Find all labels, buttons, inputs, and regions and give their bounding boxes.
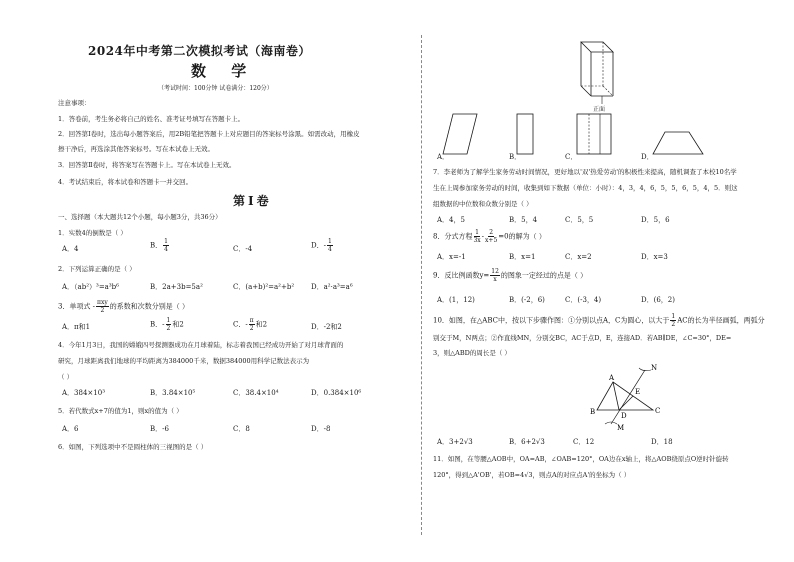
q8-option-b: B．x=1 <box>509 253 536 261</box>
q10-option-a: A．3+2√3 <box>437 438 473 446</box>
q4-option-a: A．384×10³ <box>62 389 105 397</box>
q5-option-a: A．6 <box>62 425 79 433</box>
note-4: 4．考试结束后，将本试卷和答题卡一并交回。 <box>58 178 193 186</box>
q5-option-c: C．8 <box>233 425 250 433</box>
q11-line-1: 11．如图，在等腰△AOB中，OA=AB，∠OAB=120°，OA边在x轴上，将△AOB绕原点O逆时针旋转 <box>433 455 729 463</box>
q3-option-a: A．π和1 <box>62 323 91 331</box>
q1-option-b: B． $\frac{1}{4}$ <box>150 238 168 253</box>
q9-option-b: B．(-2，6) <box>509 296 545 304</box>
q1-option-a: A．4 <box>62 245 79 253</box>
q10-line-3: 3，则△ABD的周长是（ ） <box>433 349 511 357</box>
q11-line-2: 120°，得到△A'OB'，若OB=4√3，则点A的对应点A'的坐标为（ ） <box>433 471 631 479</box>
q1-option-c: C．-4 <box>233 245 253 253</box>
q9-option-a: A．(1，12) <box>437 296 475 304</box>
q6-front-label: 正面 <box>593 106 606 113</box>
notes-heading: 注意事项： <box>58 99 91 107</box>
q7-option-d: D．5，6 <box>641 216 670 224</box>
q2-option-a: A．（ab²）³=a³b⁶ <box>62 283 119 291</box>
q3-stem: 3．单项式 - $\frac{\text{πxy}}{2}$ 的系数和次数分别是（ ） <box>58 299 189 314</box>
note-3: 3．回答第Ⅱ卷时，将答案写在答题卡上。写在本试卷上无效。 <box>58 161 236 169</box>
q2-stem: 2．下列运算正确的是（ ） <box>58 265 136 273</box>
q4-line-1: 4．今年1月3日，我国的嫦娥四号探测器成功在月球着陆，标志着我国已经成功开始了对月球背面的 <box>58 341 344 349</box>
q9-option-c: C．(-3，4) <box>565 296 602 304</box>
q3-option-d: D．-2和2 <box>311 323 342 331</box>
note-1: 1．答卷前，考生务必将自己的姓名、准考证号填写在答题卡上。 <box>58 115 245 123</box>
note-2b: 擦干净后，再选涂其他答案标号。写在本试卷上无效。 <box>58 145 214 153</box>
q9-option-d: D．(6，2) <box>641 296 675 304</box>
note-2a: 2．回答第Ⅰ卷时，选出每小题答案后，用2B铅笔把答题卡上对应题目的答案标号涂黑。如需改动，用橡皮 <box>58 130 360 138</box>
q10-label-b: B <box>590 408 596 416</box>
q10-option-b: B．6+2√3 <box>509 438 545 446</box>
q6-option-c-figure <box>575 112 615 156</box>
section-juan-1: 第Ⅰ卷 <box>233 194 272 208</box>
q10-option-d: D．18 <box>651 438 673 446</box>
q7-option-c: C．5，5 <box>565 216 594 224</box>
q4-option-c: C．38.4×10⁴ <box>233 389 279 397</box>
q6-stem: 6．如图，下列选项中不是圆柱体的三视图的是（ ） <box>58 443 208 451</box>
q10-label-a: A <box>609 374 615 382</box>
q9-stem: 9．反比例函数y= $\frac{12}{x}$ 的图象一定经过的点是（ ） <box>433 268 588 283</box>
q4-line-2: 研究，月球距离我们地球的平均距离为384000千米，数据384000用科学记数法表示为 <box>58 357 310 365</box>
q10-triangle-figure <box>583 362 675 432</box>
q8-option-a: A．x=-1 <box>437 253 466 261</box>
q10-option-c: C．12 <box>573 438 595 446</box>
q10-line-2: 别交于M，N两点；②作直线MN，分别交BC，AC于点D，E，连接AD．若AB∥DE，∠C=30°，DE= <box>433 334 732 342</box>
column-divider <box>421 35 422 535</box>
q10-label-d: D <box>621 412 627 420</box>
q6-option-b-figure <box>515 112 537 156</box>
q7-line-3: 组数据的中位数和众数分别是（ ） <box>433 200 533 208</box>
q4-line-3: （ ） <box>58 373 74 381</box>
q8-option-c: C．x=2 <box>565 253 592 261</box>
exam-info: （考试时间：100分钟 试卷满分：120分） <box>158 85 273 92</box>
q2-option-d: D．a²·a³=a⁶ <box>311 283 353 291</box>
q6-option-a: A． <box>437 153 450 161</box>
q2-option-b: B．2a+3b=5a² <box>150 283 203 291</box>
section-part-1: 一、选择题（本大题共12个小题，每小题3分，共36分） <box>58 213 222 221</box>
q7-option-a: A．4，5 <box>437 216 465 224</box>
q5-option-d: D．-8 <box>311 425 331 433</box>
q10-label-m: M <box>617 424 625 432</box>
q4-option-d: D．0.384×10⁶ <box>311 389 362 397</box>
q7-option-b: B．5，4 <box>509 216 538 224</box>
q5-option-b: B．-6 <box>150 425 169 433</box>
q6-option-b: B． <box>509 153 522 161</box>
q10-label-c: C <box>655 407 661 415</box>
q8-stem: 8．分式方程 $\frac{1}{3x}$ - $\frac{2}{x+5}$ =0的解为（ ） <box>433 229 546 244</box>
exam-subject: 数 学 <box>191 62 257 80</box>
q6-option-d: D． <box>641 153 654 161</box>
exam-title: 2024年中考第二次模拟考试（海南卷） <box>88 44 311 58</box>
q10-label-e: E <box>635 388 641 396</box>
q7-line-2: 生在上周参加家务劳动的时间，收集到如下数据（单位：小时）：4，3，4，6，5，5，6，5，4，5．则这 <box>433 184 738 192</box>
q10-line-1: 10．如图，在△ABC中，按以下步骤作图：①分别以点A，C为圆心，以大于 $\frac{1}{2}$ AC的长为半径画弧，两弧分 <box>433 313 765 328</box>
q3-option-c: C．- $\frac{\pi}{2}$ 和2 <box>233 317 268 332</box>
q8-option-d: D．x=3 <box>641 253 668 261</box>
q3-option-b: B．- $\frac{1}{2}$ 和2 <box>150 317 184 332</box>
q7-line-1: 7．李老师为了解学生家务劳动时间情况，更好地以'双'热爱劳动'的积极性来提高，随机调查了本校10名学 <box>433 168 737 176</box>
q6-option-d-figure <box>651 130 705 156</box>
q4-option-b: B．3.84×10⁵ <box>150 389 196 397</box>
q6-option-c: C． <box>565 153 578 161</box>
q6-option-a-figure <box>441 112 481 156</box>
q5-stem: 5．若代数式x+7的值为1，则x的值为（ ） <box>58 407 183 415</box>
q1-option-d: D．- $\frac{1}{4}$ <box>311 238 332 253</box>
q1-stem: 1．实数4的倒数是（ ） <box>58 229 127 237</box>
q6-solid-figure <box>573 38 633 106</box>
q2-option-c: C．(a+b)²=a²+b² <box>233 283 295 291</box>
q10-label-n: N <box>651 364 658 372</box>
